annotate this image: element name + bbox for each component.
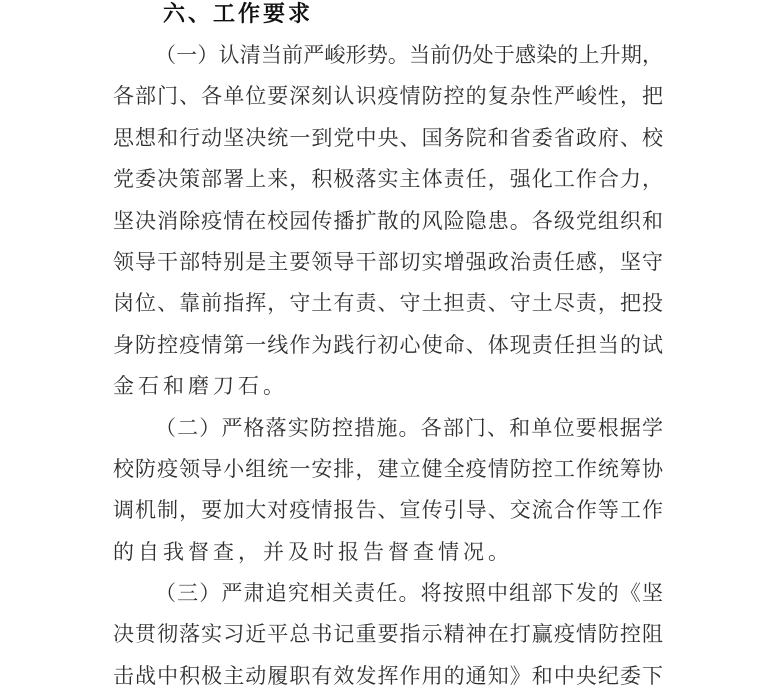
text-line: 领导干部特别是主要领导干部切实增强政治责任感，坚守	[113, 249, 663, 274]
text-line: 党委决策部署上来，积极落实主体责任，强化工作合力，	[113, 167, 663, 192]
text-line: 岗位、靠前指挥，守土有责、守土担责、守土尽责，把投	[113, 291, 663, 316]
document-body	[113, 35, 663, 697]
paragraph	[113, 573, 663, 697]
text-line: （三）严肃追究相关责任。将按照中组部下发的《坚	[155, 581, 663, 606]
text-line: 的自我督查，并及时报告督查情况。	[113, 539, 513, 564]
text-line: 决贯彻落实习近平总书记重要指示精神在打赢疫情防控阻	[113, 622, 663, 647]
paragraph	[113, 408, 663, 574]
text-line: （一）认清当前严峻形势。当前仍处于感染的上升期，	[155, 43, 663, 67]
paragraph	[113, 35, 663, 408]
section-heading: 六、工作要求	[163, 1, 314, 26]
text-line: 校防疫领导小组统一安排，建立健全疫情防控工作统筹协	[113, 456, 663, 481]
text-line: 身防控疫情第一线作为践行初心使命、体现责任担当的试	[113, 332, 663, 357]
text-line: 各部门、各单位要深刻认识疫情防控的复杂性严峻性，把	[113, 84, 663, 109]
text-line: 击战中积极主动履职有效发挥作用的通知》和中央纪委下	[113, 663, 663, 688]
text-line: 思想和行动坚决统一到党中央、国务院和省委省政府、校	[113, 125, 663, 150]
text-line: 坚决消除疫情在校园传播扩散的风险隐患。各级党组织和	[113, 208, 663, 233]
text-line: 金石和磨刀石。	[113, 374, 288, 399]
text-line: 调机制，要加大对疫情报告、宣传引导、交流合作等工作	[113, 498, 663, 523]
text-line: （二）严格落实防控措施。各部门、和单位要根据学	[155, 415, 663, 440]
